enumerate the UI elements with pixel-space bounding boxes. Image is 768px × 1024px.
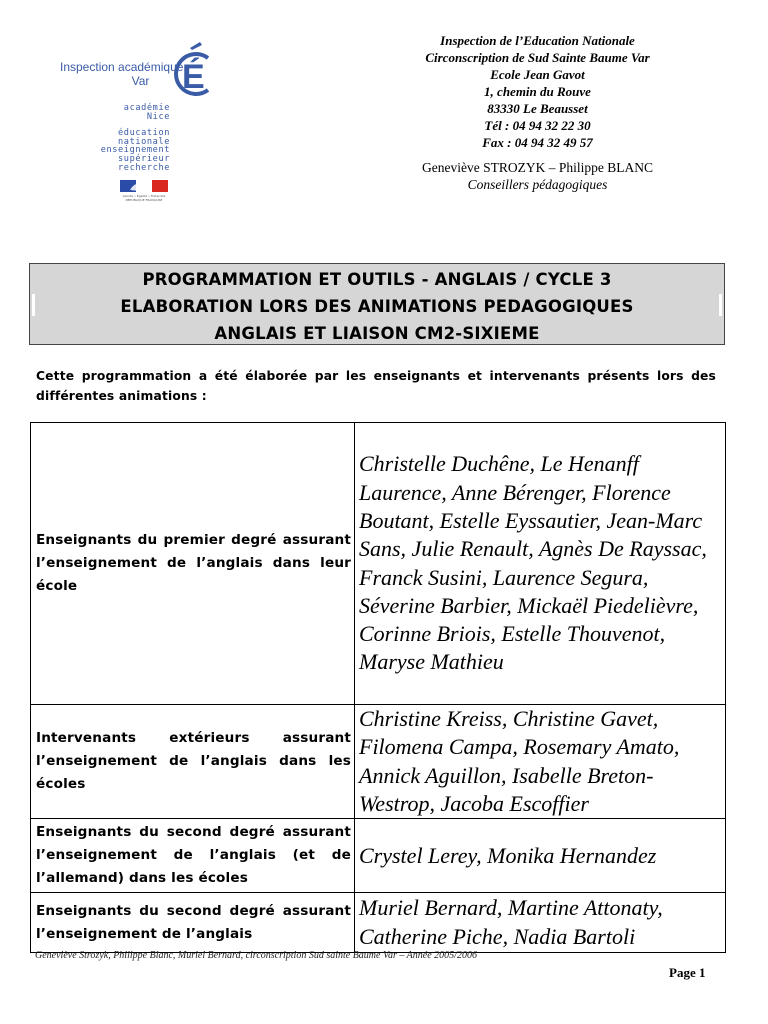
category-cell: Intervenants extérieurs assurant l’enseignement de l’anglais dans les écoles (31, 705, 355, 819)
page-number: Page 1 (669, 965, 706, 980)
table-row (31, 819, 726, 893)
academy-logo (52, 34, 232, 209)
logo-sub-line: académie (123, 103, 170, 113)
title-line2: ELABORATION LORS DES ANIMATIONS PEDAGOGIQUES (120, 297, 634, 316)
flag-caption: Liberté • Égalité • Fraternité RÉPUBLIQUE FRANÇAISE (122, 194, 166, 202)
svg-text:É: É (182, 58, 205, 96)
people-cell: Christine Kreiss, Christine Gavet, Filomena Campa, Rosemary Amato, Annick Aguillon, Isabelle Breton-Westrop, Jacoba Escoffier (355, 705, 726, 819)
people-cell: Crystel Lerey, Monika Hernandez (355, 819, 726, 893)
document-title (29, 263, 725, 345)
logo-line1: Inspection académique (60, 60, 184, 74)
advisor-roles: Conseillers pédagogiques (467, 177, 608, 192)
title-line3: ANGLAIS ET LIAISON CM2-SIXIEME (214, 324, 540, 343)
header-line: Tél : 04 94 32 22 30 (484, 118, 591, 133)
header-line: 83330 Le Beausset (487, 101, 588, 116)
logo-ministry-text (98, 104, 170, 172)
logo-sub-line: nationale (118, 136, 170, 147)
header-line: Ecole Jean Gavot (490, 67, 585, 82)
logo-e-icon (170, 42, 216, 98)
advisor-names: Geneviève STROZYK – Philippe BLANC (422, 160, 653, 175)
footer-credit: Geneviève Strozyk, Philippe Blanc, Muriel Bernard, circonscription Sud sainte Baume Var – Année 2005/2006 (35, 950, 477, 961)
header-line: Inspection de l’Education Nationale (440, 33, 635, 48)
logo-sub-line: éducation (118, 128, 170, 139)
people-cell: Christelle Duchêne, Le Henanff Laurence, Anne Bérenger, Florence Boutant, Estelle Eyssautier, Jean-Marc Sans, Julie Renault, Agnès De Rayssac, Franck Susini, Laurence Segura, Séverine Barbier, Mickaël Piedelièvre, Corinne Briois, Estelle Thouvenot, Maryse Mathieu (355, 423, 726, 705)
header-line: Circonscription de Sud Sainte Baume Var (425, 50, 650, 65)
logo-wordmark (60, 60, 183, 88)
title-right-tab (719, 294, 722, 316)
participants-table (30, 422, 726, 953)
table-row (31, 423, 726, 705)
header-line: Fax : 04 94 32 49 57 (482, 135, 593, 150)
category-cell: Enseignants du second degré assurant l’enseignement de l’anglais (et de l’allemand) dans les écoles (31, 819, 355, 893)
people-cell: Muriel Bernard, Martine Attonaty, Catherine Piche, Nadia Bartoli (355, 893, 726, 953)
logo-sub-line: supérieur (118, 153, 170, 164)
table-row (31, 893, 726, 953)
inspection-header (370, 32, 705, 193)
logo-sub-line: enseignement (100, 145, 170, 156)
category-cell: Enseignants du premier degré assurant l’enseignement de l’anglais dans leur école (31, 423, 355, 705)
intro-paragraph: Cette programmation a été élaborée par les enseignants et intervenants présents lors des différentes animations : (36, 369, 716, 403)
table-row (31, 705, 726, 819)
logo-sub-line: Nice (146, 111, 170, 122)
header-line: 1, chemin du Rouve (484, 84, 591, 99)
category-cell: Enseignants du second degré assurant l’enseignement de l’anglais (31, 893, 355, 953)
logo-line2: Var (131, 74, 150, 88)
title-left-tab (32, 294, 35, 316)
marianne-flag-icon (120, 180, 168, 192)
logo-sub-line: recherche (118, 162, 170, 173)
title-line1: PROGRAMMATION ET OUTILS - ANGLAIS / CYCLE 3 (142, 270, 612, 289)
